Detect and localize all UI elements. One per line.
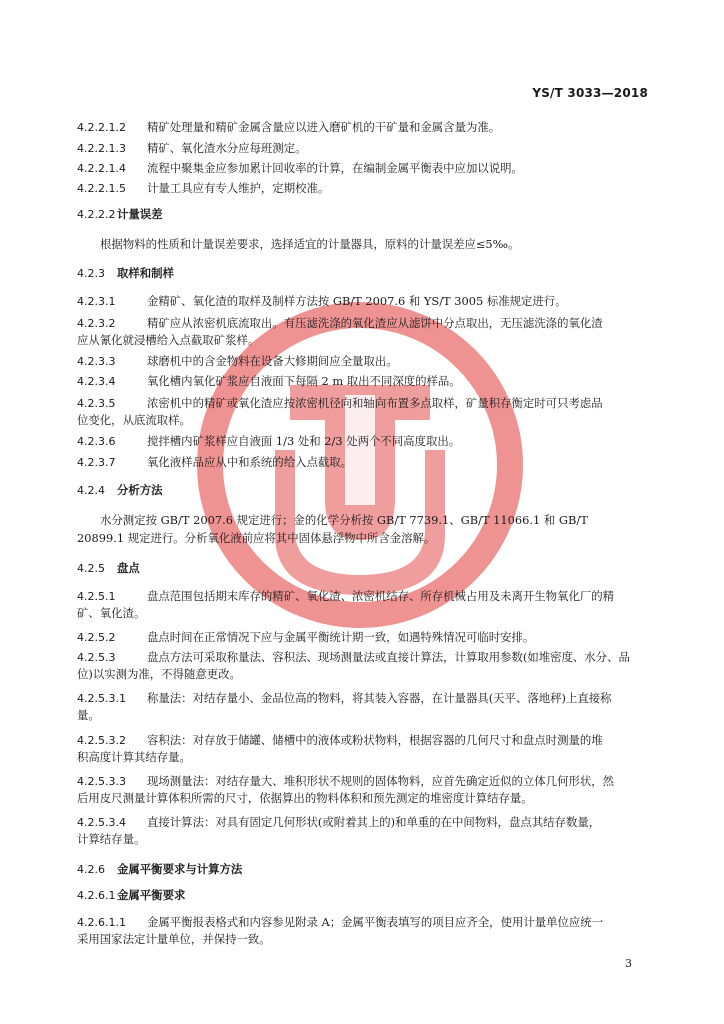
clause-number: 4.2.5.3.3 [77,775,126,788]
body-line [77,732,649,749]
body-line [77,293,649,310]
body-line [77,707,649,724]
body-line [77,914,649,931]
clause-text: 位)以实测为准，不得随意更改。 [77,667,241,681]
clause-number: 4.2.6.1.1 [77,916,126,929]
body-line [77,180,649,197]
clause-number: 4.2.3.5 [77,397,116,410]
clause-text: 球磨机中的含金物料在设备大修期间应全量取出。 [147,354,398,368]
clause-number: 4.2.2.1.5 [77,182,126,195]
section-heading [77,206,649,223]
clause-text: 精矿、氧化渣水分应每班测定。 [147,141,307,155]
clause-text: 20899.1 规定进行。分析氧化液前应将其中固体悬浮物中所含金溶解。 [77,531,436,545]
clause-text: 盘点方法可采取称量法、容积法、现场测量法或直接计算法，计算取用参数(如堆密度、水分、品 [147,650,630,664]
clause-text: 量。 [77,708,100,722]
body-line [77,433,649,450]
body-line [77,649,649,666]
body-line [100,236,672,253]
clause-number: 4.2.5.3.4 [77,816,126,829]
clause-text: 精矿应从浓密机底流取出。有压滤洗涤的氧化渣应从滤饼中分点取出，无压滤洗涤的氧化渣 [147,316,603,330]
clause-number: 4.2.3.3 [77,355,116,368]
clause-text: 应从氰化就浸槽给入点截取矿浆样。 [77,333,260,347]
body-line [100,512,672,529]
clause-number: 4.2.2.2 [77,208,116,221]
clause-text: 金属平衡报表格式和内容参见附录 A；金属平衡表填写的项目应齐全，使用计量单位应统一 [147,915,604,929]
heading-title: 计量误差 [117,207,163,221]
clause-text: 盘点范围包括期末库存的精矿、氧化渣、浓密机结存、所存机械占用及未离开生物氧化厂的精 [147,589,615,603]
clause-number: 4.2.2.1.3 [77,142,126,155]
clause-text: 容积法：对存放于储罐、储槽中的液体或粉状物料，根据容器的几何尺寸和盘点时测量的堆 [147,733,603,747]
clause-number: 4.2.3.2 [77,317,116,330]
clause-number: 4.2.5.3.2 [77,734,126,747]
clause-text: 搅拌槽内矿浆样应自液面 1/3 处和 2/3 处两个不同高度取出。 [147,434,461,448]
section-heading [77,861,649,878]
clause-number: 4.2.4 [77,484,105,497]
clause-number: 4.2.2.1.2 [77,121,126,134]
clause-text: 后用皮尺测量计算体积所需的尺寸，依据算出的物料体积和预先测定的堆密度计算结存量。 [77,791,533,805]
body-line [77,412,649,429]
body-line [77,588,649,605]
section-heading [77,265,649,282]
body-line [77,749,649,766]
clause-text: 浓密机中的精矿或氧化渣应按浓密机径向和轴向布置多点取样，矿量积存衡定时可只考虑品 [147,396,603,410]
clause-text: 称量法：对结存量小、金品位高的物料，将其装入容器，在计量器具(天平、落地秤)上直接称 [147,691,612,705]
page-number: 3 [625,957,632,970]
clause-text: 金精矿、氧化渣的取样及制样方法按 GB/T 2007.6 和 YS/T 3005 标准规定进行。 [147,294,567,308]
body-line [77,831,649,848]
body-line [77,790,649,807]
clause-number: 4.2.6 [77,863,105,876]
clause-number: 4.2.3.4 [77,375,116,388]
body-line [77,332,649,349]
clause-text: 水分测定按 GB/T 2007.6 规定进行；金的化学分析按 GB/T 7739.1、GB/T 11066.1 和 GB/T [100,513,588,527]
clause-text: 精矿处理量和精矿金属含量应以进入磨矿机的干矿量和金属含量为准。 [147,120,501,134]
standard-code: YS/T 3033—2018 [532,86,648,100]
body-line [77,814,649,831]
section-heading [77,887,649,904]
body-line [77,353,649,370]
section-heading [77,560,649,577]
body-line [77,395,649,412]
clause-number: 4.2.3.7 [77,456,116,469]
clause-text: 氧化槽内氧化矿浆应自液面下每隔 2 m 取出不同深度的样品。 [147,374,461,388]
body-line [77,140,649,157]
clause-number: 4.2.5.1 [77,590,116,603]
body-line [77,629,649,646]
body-line [77,119,649,136]
clause-text: 根据物料的性质和计量误差要求，选择适宜的计量器具，原料的计量误差应≤5‰。 [100,237,520,251]
clause-text: 直接计算法：对具有固定几何形状(或附着其上的)和单重的在中间物料，盘点其结存数量， [147,815,601,829]
clause-number: 4.2.2.1.4 [77,162,126,175]
clause-number: 4.2.5 [77,562,105,575]
clause-number: 4.2.3.6 [77,435,116,448]
section-heading [77,482,649,499]
body-line [77,931,649,948]
clause-text: 积高度计算其结存量。 [77,750,191,764]
body-line [77,666,649,683]
body-line [77,454,649,471]
heading-title: 取样和制样 [117,266,174,280]
heading-title: 盘点 [117,561,140,575]
clause-number: 4.2.5.3 [77,651,116,664]
clause-text: 计算结存量。 [77,832,146,846]
body-line [77,315,649,332]
clause-text: 采用国家法定计量单位，并保持一致。 [77,932,271,946]
clause-number: 4.2.5.2 [77,631,116,644]
body-line [77,530,649,547]
clause-text: 计量工具应有专人维护，定期校准。 [147,181,330,195]
clause-text: 流程中聚集金应参加累计回收率的计算，在编制金属平衡表中应加以说明。 [147,161,523,175]
clause-text: 矿、氧化渣。 [77,606,146,620]
clause-text: 氧化液样品应从中和系统的给入点截取。 [147,455,353,469]
body-line [77,690,649,707]
clause-text: 现场测量法：对结存量大、堆积形状不规则的固体物料，应首先确定近似的立体几何形状，然 [147,774,615,788]
clause-text: 位变化，从底流取样。 [77,413,191,427]
body-line [77,160,649,177]
clause-number: 4.2.3.1 [77,295,116,308]
heading-title: 金属平衡要求 [117,888,186,902]
clause-number: 4.2.6.1 [77,889,116,902]
clause-text: 盘点时间在正常情况下应与金属平衡统计期一致，如遇特殊情况可临时安排。 [147,630,535,644]
heading-title: 金属平衡要求与计算方法 [117,862,243,876]
heading-title: 分析方法 [117,483,163,497]
body-line [77,773,649,790]
clause-number: 4.2.3 [77,267,105,280]
body-line [77,373,649,390]
clause-number: 4.2.5.3.1 [77,692,126,705]
body-line [77,605,649,622]
